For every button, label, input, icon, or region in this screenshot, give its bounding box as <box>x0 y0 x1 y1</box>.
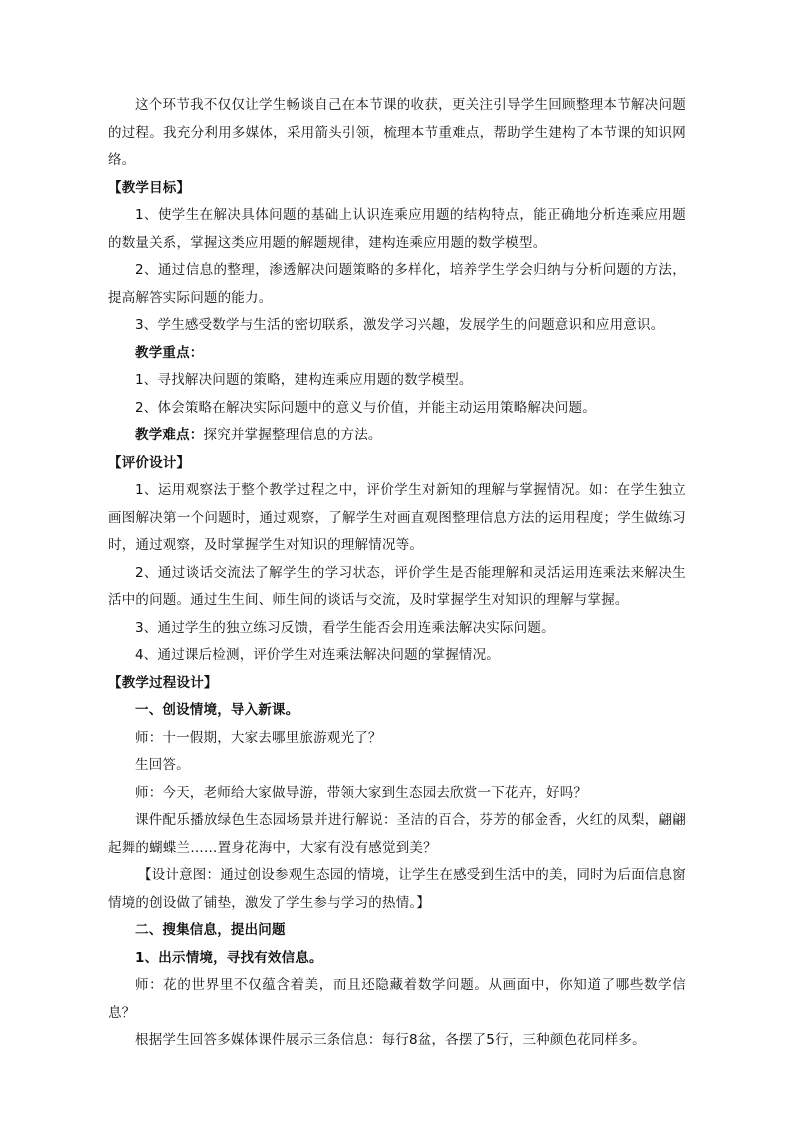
section-2-sub-1: 1、出示情境，寻找有效信息。 <box>135 949 323 966</box>
dialogue-4: 师：花的世界里不仅蕴含着美，而且还隐藏着数学问题。从画面中，你知道了哪些数学信息？ <box>108 977 686 1021</box>
difficulty-line <box>108 422 686 450</box>
key-point-1: 1、寻找解决问题的策略，建构连乘应用题的数学模型。 <box>135 372 473 388</box>
dialogue-3: 师：今天，老师给大家做导游，带领大家到生态园去欣赏一下花卉，好吗？ <box>135 784 588 801</box>
evaluation-1: 1、运用观察法于整个教学过程之中，评价学生对新知的理解与掌握情况。如：在学生独立画图解决第一个问题时，通过观察，了解学生对画直观图整理信息方法的运用程度；学生做练习时，通过观察，及时掌握学生对知识的理解情况等。 <box>108 482 686 553</box>
info-paragraph: 根据学生回答多媒体课件展示三条信息：每行8盆，各摆了5行，三种颜色花同样多。 <box>135 1032 646 1048</box>
difficulty-text: 探究并掌握整理信息的方法。 <box>203 427 382 443</box>
key-point-2: 2、体会策略在解决实际问题中的意义与价值，并能主动运用策略解决问题。 <box>135 399 596 416</box>
evaluation-4: 4、通过课后检测，评价学生对连乘法解决问题的掌握情况。 <box>135 647 500 663</box>
evaluation-3: 3、通过学生的独立练习反馈，看学生能否会用连乘法解决实际问题。 <box>135 619 555 636</box>
heading-process-design: 【教学过程设计】 <box>108 674 218 691</box>
difficulty-label: 教学难点： <box>135 427 204 443</box>
dialogue-1: 师：十一假期，大家去哪里旅游观光了？ <box>135 729 382 746</box>
dialogue-2: 生回答。 <box>135 757 190 773</box>
heading-teaching-goals: 【教学目标】 <box>108 179 191 196</box>
design-intent-paragraph: 【设计意图：通过创设参观生态园的情境，让学生在感受到生活中的美，同时为后面信息窗情境的创设做了铺垫，激发了学生参与学习的热情。】 <box>108 867 686 911</box>
goal-3: 3、学生感受数学与生活的密切联系，激发学习兴趣，发展学生的问题意识和应用意识。 <box>135 317 665 333</box>
section-2-title: 二、搜集信息，提出问题 <box>135 922 286 938</box>
goal-1: 1、使学生在解决具体问题的基础上认识连乘应用题的结构特点，能正确地分析连乘应用题的数量关系，掌握这类应用题的解题规律，建构连乘应用题的数学模型。 <box>108 207 686 251</box>
evaluation-2: 2、通过谈话交流法了解学生的学习状态，评价学生是否能理解和灵活运用连乘法来解决生活中的问题。通过生生间、师生间的谈话与交流，及时掌握学生对知识的理解与掌握。 <box>108 564 686 608</box>
goal-2: 2、通过信息的整理，渗透解决问题策略的多样化，培养学生学会归纳与分析问题的方法，提高解答实际问题的能力。 <box>108 262 686 306</box>
section-1-title: 一、创设情境，导入新课。 <box>135 702 300 718</box>
heading-evaluation-design: 【评价设计】 <box>108 454 191 471</box>
courseware-paragraph: 课件配乐播放绿色生态园场景并进行解说：圣洁的百合，芬芳的郁金香，火红的凤梨，翩翩起舞的蝴蝶兰……置身花海中，大家有没有感觉到美？ <box>108 812 686 856</box>
key-points-title: 教学重点： <box>135 344 204 361</box>
document-body <box>108 92 686 1055</box>
intro-paragraph: 这个环节我不仅仅让学生畅谈自己在本节课的收获，更关注引导学生回顾整理本节解决问题的过程。我充分利用多媒体，采用箭头引领，梳理本节重难点，帮助学生建构了本节课的知识网络。 <box>108 97 686 168</box>
